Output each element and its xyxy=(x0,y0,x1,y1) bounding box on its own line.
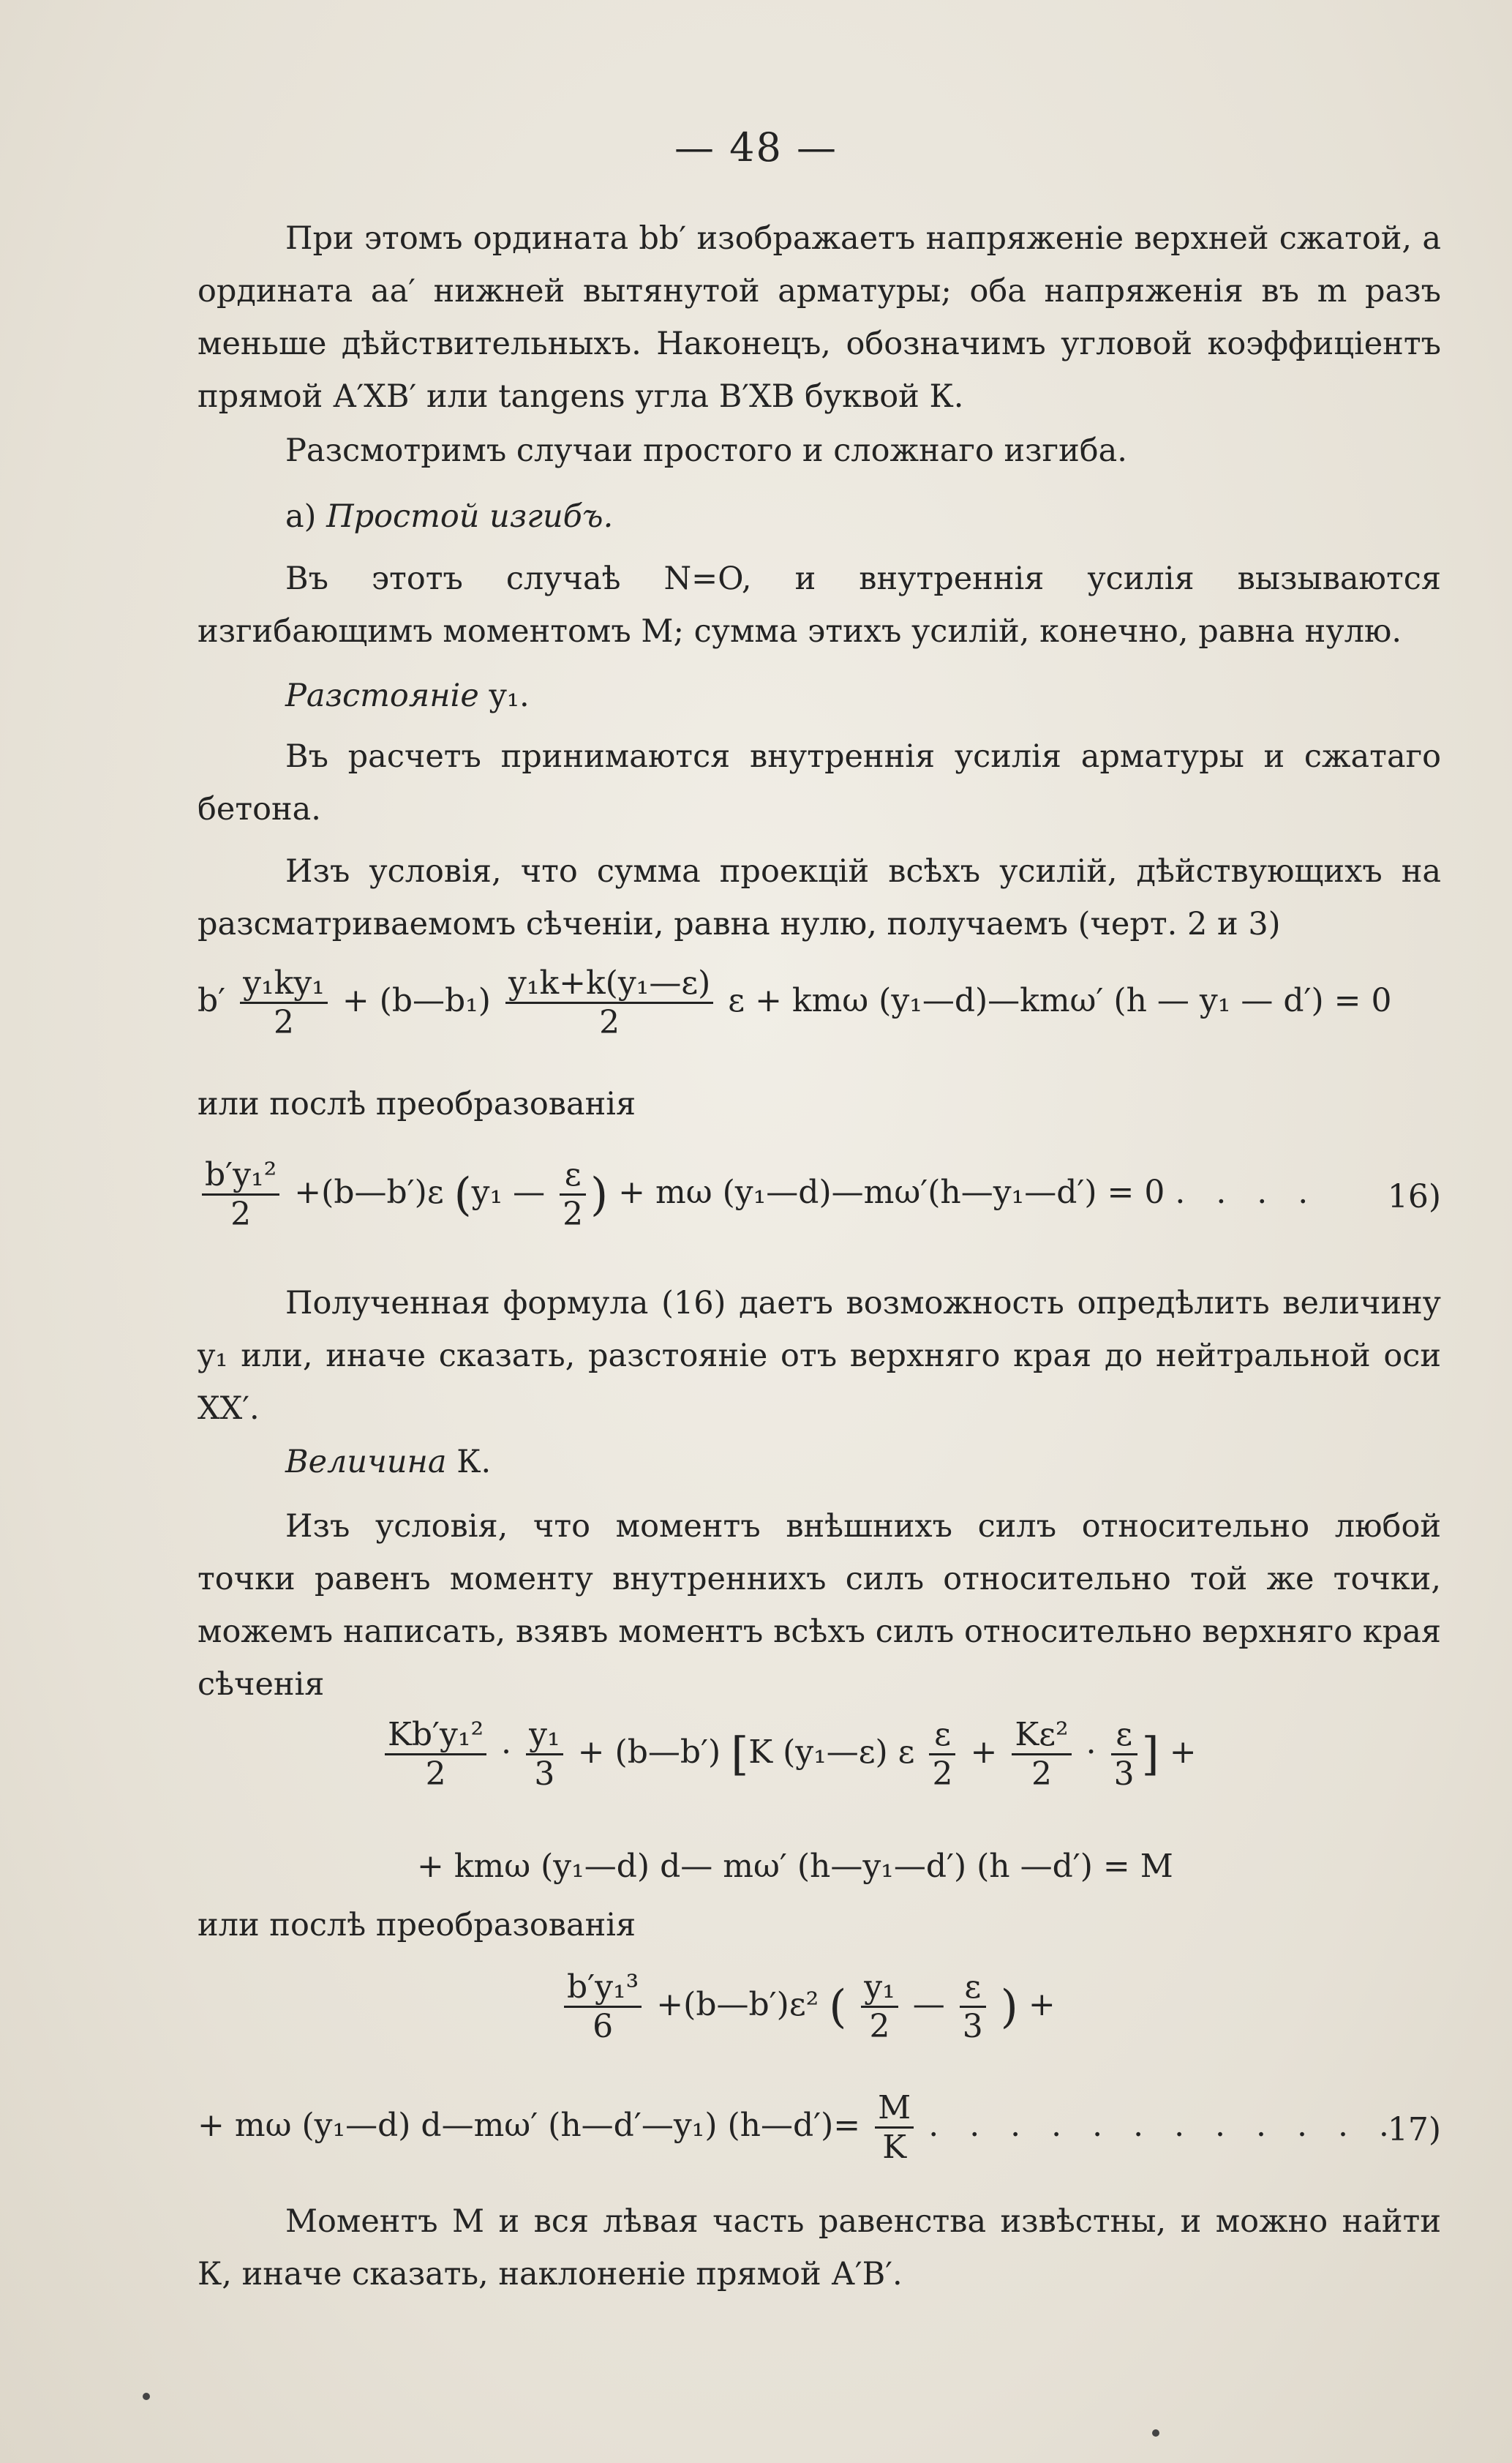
paragraph-intro: При этомъ ордината bb′ изображаетъ напряженіе верхней сжатой, а ордината аа′ нижней вытянутой арматуры; оба напряженія въ m разъ меньше дѣйствительныхъ. Наконецъ, обозначимъ угловой коэффиціентъ прямой А′ХВ′ или tangens угла В′ХВ буквой К. xyxy=(198,220,1441,415)
fraction: $\frac{\text{y₁ky₁}}{2}$ xyxy=(240,964,328,1041)
equation-projections xyxy=(198,964,1441,1041)
fraction: $\frac{\text{Kb′y₁²}}{2}$ xyxy=(385,1716,486,1793)
paragraph-formula16: Полученная формула (16) даетъ возможность опредѣлить величину y₁ или, иначе сказать, разстояніе отъ верхняго края до нейтральной оси XX′. xyxy=(198,1285,1441,1427)
eq-term: +(b—b′)ε xyxy=(294,1174,444,1211)
heading-prefix: а) xyxy=(285,498,317,535)
eq-term: + (b—b₁) xyxy=(342,982,491,1019)
paragraph-condition: Изъ условія, что сумма проекцій всѣхъ усилій, дѣйствующихъ на разсматриваемомъ сѣченіи, равна нулю, получаемъ (черт. 2 и 3) xyxy=(198,853,1441,942)
fraction: $\frac{\varepsilon}{3}$ xyxy=(1111,1716,1137,1793)
eq-term: +(b—b′)ε² xyxy=(656,1986,819,2023)
eq-term: ε + kmω (y₁—d)—kmω′ (h — y₁ — d′) = 0 xyxy=(728,982,1392,1019)
equation-number: 16) xyxy=(1387,1178,1441,1215)
heading-simple-bending xyxy=(198,490,1441,543)
eq-dots: . . . . xyxy=(1175,1174,1319,1211)
fraction: $\frac{\text{b′y₁³}}{6}$ xyxy=(564,1968,642,2045)
paragraph-moments: Изъ условія, что моментъ внѣшнихъ силъ относительно любой точки равенъ моменту внутреннихъ силъ относительно той же точки, можемъ написать, взявъ моментъ всѣхъ силъ относительно верхняго края сѣченія xyxy=(198,1508,1441,1703)
equation-moments-line1: $\frac{\text{Kb′y₁²}}{2}$ · $\frac{\text{y₁}}{3}$ + (b—b′) [K (y₁—ε) ε $\frac{\varepsilon}{2}$ + $\frac{\text{Kε²}}{2}$ · $\frac{\varepsilon}{3}$ ] + xyxy=(380,1716,1512,1793)
heading-magnitude-k xyxy=(198,1436,1441,1488)
paragraph-cases: Разсмотримъ случаи простого и сложнаго изгиба. xyxy=(285,432,1127,469)
eq-term: y₁ — xyxy=(471,1174,546,1211)
fraction: $\frac{\text{b′y₁²}}{2}$ xyxy=(202,1156,279,1233)
paragraph-transform-2: или послѣ преобразованія xyxy=(198,1907,636,1943)
eq-term: + mω (y₁—d) d—mω′ (h—d′—y₁) (h—d′)= xyxy=(198,2107,861,2144)
fraction: $\frac{\text{y₁}}{2}$ xyxy=(861,1968,898,2045)
paragraph-conclusion: Моментъ М и вся лѣвая часть равенства извѣстны, и можно найти К, иначе сказать, наклоненіе прямой А′В′. xyxy=(198,2203,1441,2293)
paragraph-case-n0: Въ этотъ случаѣ N=O, и внутреннія усилія вызываются изгибающимъ моментомъ М; сумма этихъ усилій, конечно, равна нулю. xyxy=(198,561,1441,650)
fraction: $\frac{\varepsilon}{2}$ xyxy=(560,1156,586,1233)
fraction: $\frac{\varepsilon}{2}$ xyxy=(929,1716,955,1793)
eq-term: b′ xyxy=(198,982,226,1019)
eq-dots: . . . . . . . . . . . . xyxy=(928,2107,1399,2144)
equation-17-line1: $\frac{\text{b′y₁³}}{6}$ +(b—b′)ε² ( $\frac{\text{y₁}}{2}$ — $\frac{\varepsilon}{3}$ ) + xyxy=(560,1968,1512,2045)
fraction: $\frac{\text{y₁k+k(y₁—ε)}}{2}$ xyxy=(505,964,713,1041)
print-speck xyxy=(1152,2429,1159,2437)
heading-title: Разстояніе xyxy=(285,678,479,714)
heading-variable: К. xyxy=(456,1444,492,1480)
fraction: $\frac{\varepsilon}{3}$ xyxy=(960,1968,986,2045)
page-number: — 48 — xyxy=(674,124,838,170)
heading-title: Величина xyxy=(285,1444,447,1480)
print-speck xyxy=(143,2393,150,2400)
paragraph-transform: или послѣ преобразованія xyxy=(198,1086,636,1122)
eq-term: + mω (y₁—d)—mω′(h—y₁—d′) = 0 xyxy=(618,1174,1165,1211)
heading-variable: y₁. xyxy=(489,678,530,714)
eq-term: K (y₁—ε) ε xyxy=(748,1733,915,1771)
fraction: $\frac{\text{Kε²}}{2}$ xyxy=(1012,1716,1071,1793)
eq-term: + (b—b′) xyxy=(577,1733,721,1771)
fraction: $\frac{\text{y₁}}{3}$ xyxy=(526,1716,563,1793)
equation-17-line2 xyxy=(198,2089,1441,2166)
heading-title: Простой изгибъ. xyxy=(326,498,614,535)
paragraph-calc: Въ расчетъ принимаются внутреннія усилія арматуры и сжатаго бетона. xyxy=(198,738,1441,828)
heading-distance xyxy=(198,670,1441,722)
equation-16: $\frac{\text{b′y₁²}}{2}$ +(b—b′)ε (y₁ — $\frac{\varepsilon}{2}$ ) + mω (y₁—d)—mω′(h—y₁—d′) = 0 . . . . 16) xyxy=(198,1156,1441,1233)
equation-moments-line2: + kmω (y₁—d) d— mω′ (h—y₁—d′) (h —d′) = M xyxy=(417,1848,1173,1885)
fraction: $\frac{M}{K}$ xyxy=(875,2089,914,2166)
equation-number: 17) xyxy=(1387,2111,1441,2148)
